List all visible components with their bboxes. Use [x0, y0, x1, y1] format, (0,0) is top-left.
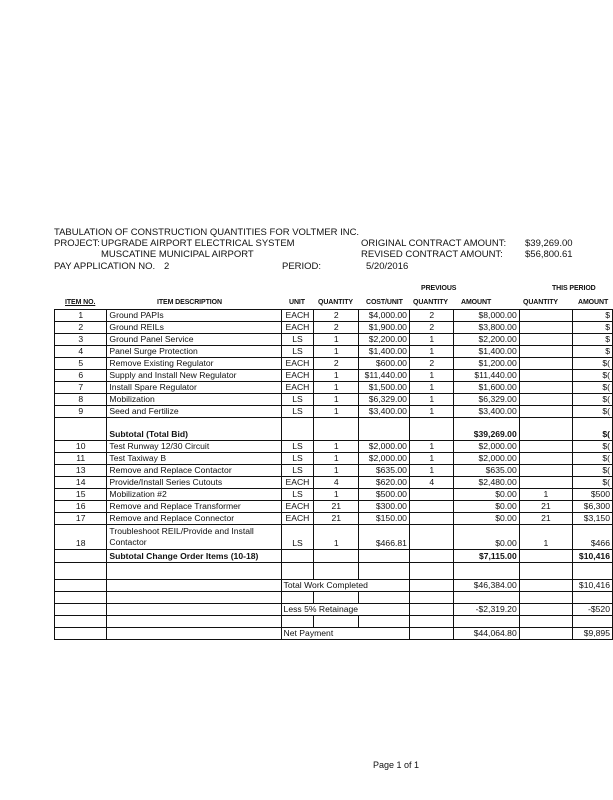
this-period-group-header: THIS PERIOD — [552, 285, 596, 292]
item-unit: EACH — [281, 322, 314, 334]
item-unit: LS — [281, 453, 314, 465]
item-this-amount: $( — [573, 406, 613, 418]
blank-cell — [55, 580, 107, 592]
item-prev-amount: $0.00 — [454, 513, 519, 525]
item-quantity: 1 — [314, 489, 359, 501]
item-prev-quantity — [409, 489, 454, 501]
item-prev-amount: $11,440.00 — [454, 370, 519, 382]
item-prev-quantity: 1 — [409, 370, 454, 382]
col-prev-quantity: QUANTITY — [413, 299, 448, 306]
item-prev-amount: $635.00 — [454, 465, 519, 477]
item-no: 8 — [55, 394, 107, 406]
col-this-quantity: QUANTITY — [523, 299, 558, 306]
blank-cell — [107, 628, 281, 640]
item-this-amount: $( — [573, 358, 613, 370]
table-row — [55, 501, 613, 513]
blank-cell — [107, 580, 281, 592]
item-no: 2 — [55, 322, 107, 334]
totals-prev-amount: $44,064.80 — [454, 628, 519, 640]
item-this-amount: $500 — [573, 489, 613, 501]
page-number: Page 1 of 1 — [373, 760, 420, 770]
pay-application-number: 2 — [164, 261, 170, 272]
col-quantity: QUANTITY — [318, 299, 353, 306]
item-description: Ground REILs — [107, 322, 281, 334]
item-description: Seed and Fertilize — [107, 406, 281, 418]
item-prev-quantity: 1 — [409, 441, 454, 453]
item-description: Ground PAPIs — [107, 310, 281, 322]
item-cost-unit: $6,329.00 — [359, 394, 410, 406]
item-this-quantity — [519, 358, 572, 370]
item-quantity: 2 — [314, 310, 359, 322]
item-prev-quantity: 2 — [409, 322, 454, 334]
table-row — [55, 406, 613, 418]
item-this-quantity — [519, 370, 572, 382]
item-this-quantity: 21 — [519, 501, 572, 513]
project-location: MUSCATINE MUNICIPAL AIRPORT — [101, 249, 254, 260]
item-cost-unit: $4,000.00 — [359, 310, 410, 322]
item-quantity: 1 — [314, 394, 359, 406]
item-no: 7 — [55, 382, 107, 394]
project-label: PROJECT: — [54, 238, 100, 249]
item-unit: LS — [281, 489, 314, 501]
table-row — [55, 382, 613, 394]
item-cost-unit: $466.81 — [359, 525, 410, 550]
item-this-quantity — [519, 346, 572, 358]
col-prev-amount: AMOUNT — [461, 299, 492, 306]
blank-cell — [519, 604, 572, 616]
spacer-row — [55, 616, 613, 628]
totals-this-amount: $9,895 — [573, 628, 613, 640]
item-cost-unit: $600.00 — [359, 358, 410, 370]
item-quantity: 1 — [314, 406, 359, 418]
item-18-section — [55, 525, 613, 580]
item-prev-quantity: 2 — [409, 358, 454, 370]
item-description: Mobilization — [107, 394, 281, 406]
item-cost-unit: $1,500.00 — [359, 382, 410, 394]
quantities-table — [54, 309, 613, 640]
item-prev-quantity: 1 — [409, 453, 454, 465]
blank-cell — [55, 628, 107, 640]
item-unit: LS — [281, 394, 314, 406]
item-description: Test Taxiway B — [107, 453, 281, 465]
item-prev-amount: $3,800.00 — [454, 322, 519, 334]
blank-cell — [107, 604, 281, 616]
item-this-quantity: 21 — [519, 513, 572, 525]
item-prev-quantity — [409, 501, 454, 513]
item-this-quantity: 1 — [519, 525, 572, 550]
col-this-amount: AMOUNT — [578, 299, 609, 306]
item-unit: EACH — [281, 513, 314, 525]
project-name: UPGRADE AIRPORT ELECTRICAL SYSTEM — [101, 238, 295, 249]
totals-label: Net Payment — [281, 628, 409, 640]
item-this-amount: $( — [573, 441, 613, 453]
table-row — [55, 453, 613, 465]
item-no: 5 — [55, 358, 107, 370]
totals-row — [55, 580, 613, 592]
item-unit: LS — [281, 334, 314, 346]
item-quantity: 1 — [314, 525, 359, 550]
table-row — [55, 334, 613, 346]
spacer-row — [55, 563, 613, 580]
previous-group-header: PREVIOUS — [421, 285, 457, 292]
item-this-amount: $ — [573, 334, 613, 346]
item-unit: EACH — [281, 358, 314, 370]
item-this-amount: $( — [573, 394, 613, 406]
item-quantity: 1 — [314, 441, 359, 453]
period-label: PERIOD: — [282, 261, 322, 272]
item-unit: LS — [281, 406, 314, 418]
totals-label: Less 5% Retainage — [281, 604, 409, 616]
item-this-amount: $ — [573, 346, 613, 358]
totals-this-amount: -$520 — [573, 604, 613, 616]
item-quantity: 1 — [314, 382, 359, 394]
item-cost-unit: $1,900.00 — [359, 322, 410, 334]
original-contract-label: ORIGINAL CONTRACT AMOUNT: — [361, 238, 507, 249]
item-quantity: 1 — [314, 453, 359, 465]
item-description: Mobilization #2 — [107, 489, 281, 501]
subtotal-bid-label: Subtotal (Total Bid) — [107, 418, 281, 441]
subtotal-change-prev-amount: $7,115.00 — [454, 550, 519, 563]
item-no: 1 — [55, 310, 107, 322]
item-cost-unit: $300.00 — [359, 501, 410, 513]
totals-this-amount: $10,416 — [573, 580, 613, 592]
item-no: 14 — [55, 477, 107, 489]
item-unit: EACH — [281, 310, 314, 322]
subtotal-bid-prev-amount: $39,269.00 — [454, 418, 519, 441]
item-description: Panel Surge Protection — [107, 346, 281, 358]
item-this-quantity — [519, 406, 572, 418]
col-item-no: ITEM NO. — [65, 299, 96, 306]
item-cost-unit: $500.00 — [359, 489, 410, 501]
item-unit: LS — [281, 346, 314, 358]
item-quantity: 21 — [314, 513, 359, 525]
item-prev-amount: $3,400.00 — [454, 406, 519, 418]
revised-contract-value: $56,800.61 — [525, 249, 573, 260]
item-no: 11 — [55, 453, 107, 465]
subtotal-change-row — [55, 550, 613, 563]
totals-row — [55, 628, 613, 640]
item-quantity: 2 — [314, 322, 359, 334]
item-this-quantity — [519, 382, 572, 394]
item-prev-amount: $0.00 — [454, 525, 519, 550]
item-description: Supply and Install New Regulator — [107, 370, 281, 382]
table-row — [55, 322, 613, 334]
item-this-amount: $( — [573, 477, 613, 489]
item-this-quantity — [519, 394, 572, 406]
item-prev-quantity: 1 — [409, 465, 454, 477]
item-prev-quantity — [409, 513, 454, 525]
original-contract-value: $39,269.00 — [525, 238, 573, 249]
item-this-amount: $ — [573, 322, 613, 334]
item-prev-amount: $1,200.00 — [454, 358, 519, 370]
item-cost-unit: $11,440.00 — [359, 370, 410, 382]
item-prev-quantity: 2 — [409, 310, 454, 322]
item-quantity: 1 — [314, 346, 359, 358]
item-this-amount: $( — [573, 465, 613, 477]
item-unit: LS — [281, 465, 314, 477]
col-description: ITEM DESCRIPTION — [157, 299, 222, 306]
item-cost-unit: $635.00 — [359, 465, 410, 477]
item-this-quantity — [519, 477, 572, 489]
item-cost-unit: $620.00 — [359, 477, 410, 489]
item-prev-amount: $2,000.00 — [454, 453, 519, 465]
change-order-items — [55, 441, 613, 525]
item-cost-unit: $2,200.00 — [359, 334, 410, 346]
subtotal-bid-this-amount: $( — [573, 418, 613, 441]
item-unit: EACH — [281, 370, 314, 382]
item-no: 6 — [55, 370, 107, 382]
item-cost-unit: $2,000.00 — [359, 441, 410, 453]
item-quantity: 21 — [314, 501, 359, 513]
subtotal-change-label: Subtotal Change Order Items (10-18) — [107, 550, 281, 563]
item-unit: LS — [281, 525, 314, 550]
table-row — [55, 310, 613, 322]
col-cost-unit: COST/UNIT — [366, 299, 403, 306]
item-quantity: 1 — [314, 334, 359, 346]
revised-contract-label: REVISED CONTRACT AMOUNT: — [361, 249, 503, 260]
item-cost-unit: $1,400.00 — [359, 346, 410, 358]
item-this-quantity: 1 — [519, 489, 572, 501]
item-quantity: 1 — [314, 465, 359, 477]
item-no: 15 — [55, 489, 107, 501]
item-no: 9 — [55, 406, 107, 418]
blank-cell — [519, 628, 572, 640]
blank-cell — [55, 604, 107, 616]
item-prev-amount: $2,200.00 — [454, 334, 519, 346]
item-this-amount: $3,150 — [573, 513, 613, 525]
period-value: 5/20/2016 — [366, 261, 409, 272]
table-row — [55, 441, 613, 453]
item-unit: EACH — [281, 477, 314, 489]
item-description: Ground Panel Service — [107, 334, 281, 346]
document-title: TABULATION OF CONSTRUCTION QUANTITIES FOR VOLTMER INC. — [54, 227, 360, 238]
item-no: 18 — [55, 525, 107, 550]
item-prev-quantity: 1 — [409, 406, 454, 418]
item-prev-amount: $6,329.00 — [454, 394, 519, 406]
item-description: Remove and Replace Transformer — [107, 501, 281, 513]
item-this-amount: $( — [573, 382, 613, 394]
item-no: 3 — [55, 334, 107, 346]
item-this-quantity — [519, 441, 572, 453]
item-prev-quantity: 1 — [409, 346, 454, 358]
item-prev-amount: $8,000.00 — [454, 310, 519, 322]
item-prev-amount: $2,480.00 — [454, 477, 519, 489]
totals-label: Total Work Completed — [281, 580, 409, 592]
item-cost-unit: $3,400.00 — [359, 406, 410, 418]
item-this-amount: $( — [573, 453, 613, 465]
item-prev-amount: $2,000.00 — [454, 441, 519, 453]
blank-cell — [409, 628, 454, 640]
table-row — [55, 489, 613, 501]
item-description: Remove and Replace Connector — [107, 513, 281, 525]
item-this-amount: $6,300 — [573, 501, 613, 513]
totals-row — [55, 604, 613, 616]
item-this-quantity — [519, 453, 572, 465]
item-prev-quantity: 1 — [409, 334, 454, 346]
item-this-quantity — [519, 465, 572, 477]
blank-cell — [409, 580, 454, 592]
item-prev-amount: $0.00 — [454, 489, 519, 501]
subtotal-bid-section — [55, 418, 613, 441]
item-description: Test Runway 12/30 Circuit — [107, 441, 281, 453]
item-this-quantity — [519, 322, 572, 334]
item-prev-quantity: 1 — [409, 394, 454, 406]
item-no: 17 — [55, 513, 107, 525]
subtotal-change-this-amount: $10,416 — [573, 550, 613, 563]
table-row — [55, 465, 613, 477]
item-prev-amount: $1,600.00 — [454, 382, 519, 394]
item-this-quantity — [519, 310, 572, 322]
item-prev-amount: $0.00 — [454, 501, 519, 513]
item-prev-quantity — [409, 525, 454, 550]
item-prev-quantity: 1 — [409, 382, 454, 394]
item-no: 10 — [55, 441, 107, 453]
item-this-amount: $ — [573, 310, 613, 322]
subtotal-bid-row — [55, 418, 613, 441]
totals — [55, 580, 613, 640]
item-unit: EACH — [281, 501, 314, 513]
pay-application-label: PAY APPLICATION NO. — [54, 261, 156, 272]
item-unit: LS — [281, 441, 314, 453]
item-cost-unit: $2,000.00 — [359, 453, 410, 465]
blank-cell — [409, 604, 454, 616]
item-description: Troubleshoot REIL/Provide and Install Contactor — [107, 525, 281, 550]
item-this-amount: $466 — [573, 525, 613, 550]
table-row — [55, 394, 613, 406]
item-cost-unit: $150.00 — [359, 513, 410, 525]
item-no: 16 — [55, 501, 107, 513]
spacer-row — [55, 592, 613, 604]
item-no: 4 — [55, 346, 107, 358]
table-row — [55, 477, 613, 489]
item-prev-amount: $1,400.00 — [454, 346, 519, 358]
item-description: Install Spare Regulator — [107, 382, 281, 394]
item-quantity: 1 — [314, 370, 359, 382]
item-unit: EACH — [281, 382, 314, 394]
table-row — [55, 525, 613, 550]
blank-cell — [519, 580, 572, 592]
item-description: Provide/Install Series Cutouts — [107, 477, 281, 489]
item-description: Remove Existing Regulator — [107, 358, 281, 370]
item-description: Remove and Replace Contactor — [107, 465, 281, 477]
col-unit: UNIT — [289, 299, 305, 306]
item-quantity: 4 — [314, 477, 359, 489]
totals-prev-amount: $46,384.00 — [454, 580, 519, 592]
table-row — [55, 513, 613, 525]
item-this-quantity — [519, 334, 572, 346]
table-row — [55, 346, 613, 358]
item-quantity: 2 — [314, 358, 359, 370]
item-no: 13 — [55, 465, 107, 477]
item-prev-quantity: 4 — [409, 477, 454, 489]
bid-items — [55, 310, 613, 418]
table-row — [55, 358, 613, 370]
table-row — [55, 370, 613, 382]
totals-prev-amount: -$2,319.20 — [454, 604, 519, 616]
item-this-amount: $( — [573, 370, 613, 382]
